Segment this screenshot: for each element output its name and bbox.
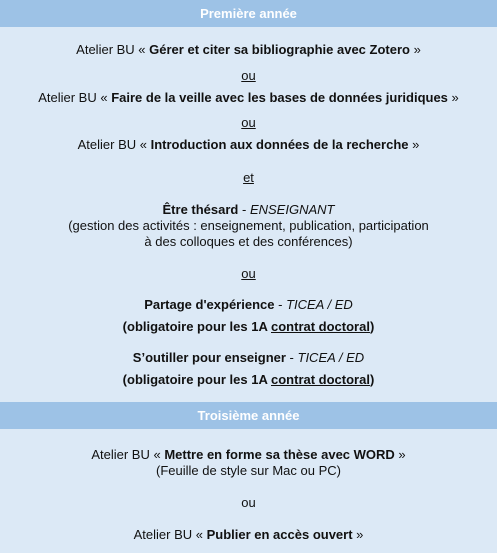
item-tag: TICEA / ED: [297, 350, 365, 365]
workshop-donnees: [0, 137, 497, 153]
separator-ou: ou: [241, 266, 256, 281]
workshop-name: Publier en accès ouvert: [206, 527, 353, 542]
item-tag: TICEA / ED: [286, 297, 353, 312]
workshop-name: Gérer et citer sa bibliographie avec Zotero: [149, 42, 410, 57]
note-prefix: (obligatoire pour les 1A: [122, 319, 271, 334]
workshop-zotero: [0, 42, 497, 58]
workshop-suffix: »: [408, 137, 420, 152]
workshop-name: Faire de la veille avec les bases de données juridiques: [111, 90, 448, 105]
section-header-premiere-annee: [0, 0, 497, 27]
workshop-name: Mettre en forme sa thèse avec WORD: [164, 447, 395, 462]
workshop-acces-ouvert: [0, 527, 497, 543]
contrat-doctoral-link[interactable]: contrat doctoral: [271, 372, 370, 387]
workshop-prefix: Atelier BU «: [133, 527, 207, 542]
workshop-subtext: (Feuille de style sur Mac ou PC): [156, 463, 341, 478]
item-name: Être thésard: [162, 202, 239, 217]
item-name: Partage d'expérience: [144, 297, 275, 312]
item-partage-experience: [0, 297, 497, 313]
item-dash: -: [285, 350, 298, 365]
separator-ou: ou: [241, 115, 256, 130]
item-outiller-enseigner: [0, 350, 497, 366]
workshop-word: [0, 447, 497, 463]
workshop-name: Introduction aux données de la recherche: [150, 137, 409, 152]
item-etre-thesard: [0, 202, 497, 218]
item-description: à des colloques et des conférences): [144, 234, 353, 249]
workshop-suffix: »: [447, 90, 459, 105]
item-dash: -: [238, 202, 250, 217]
item-note: [0, 319, 497, 335]
item-name: S’outiller pour enseigner: [132, 350, 286, 365]
workshop-suffix: »: [409, 42, 421, 57]
workshop-prefix: Atelier BU «: [91, 447, 165, 462]
separator-ou: ou: [241, 495, 256, 510]
workshop-prefix: Atelier BU «: [38, 90, 112, 105]
item-note: [0, 372, 497, 388]
workshop-suffix: »: [352, 527, 364, 542]
note-prefix: (obligatoire pour les 1A: [122, 372, 271, 387]
item-dash: -: [274, 297, 287, 312]
section-title: Première année: [200, 6, 297, 21]
separator-et: et: [243, 170, 254, 185]
separator-ou: ou: [241, 68, 256, 83]
workshop-prefix: Atelier BU «: [77, 137, 151, 152]
section-title: Troisième année: [197, 408, 300, 423]
contrat-doctoral-link[interactable]: contrat doctoral: [271, 319, 370, 334]
note-suffix: ): [369, 372, 375, 387]
item-description: (gestion des activités : enseignement, publication, participation: [68, 218, 429, 233]
item-tag: ENSEIGNANT: [249, 202, 335, 217]
workshop-prefix: Atelier BU «: [76, 42, 150, 57]
workshop-suffix: »: [394, 447, 406, 462]
note-suffix: ): [369, 319, 375, 334]
section-header-troisieme-annee: [0, 402, 497, 429]
workshop-veille: [0, 90, 497, 106]
